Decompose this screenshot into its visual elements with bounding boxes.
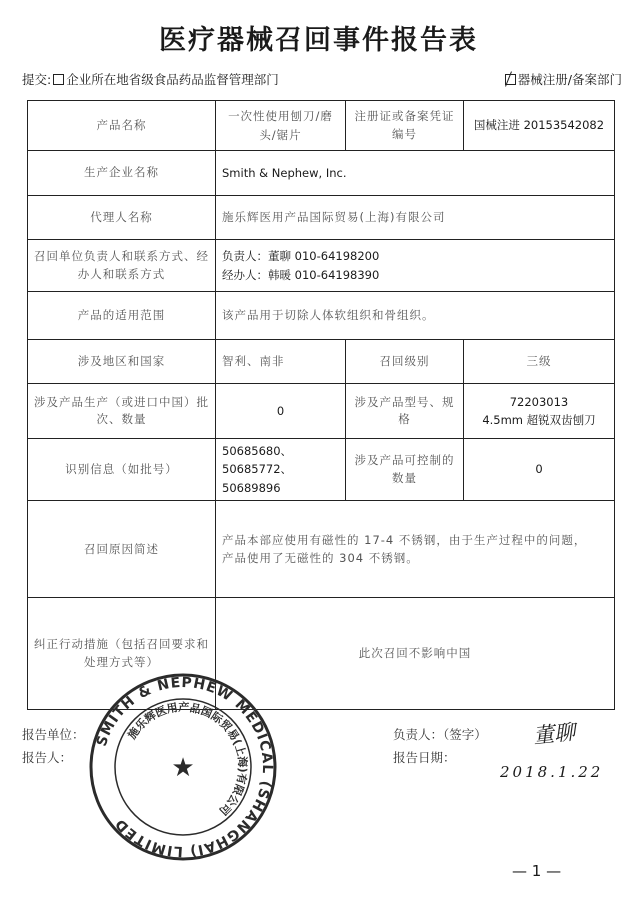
report-date-value: 2018.1.22: [500, 763, 604, 781]
recall-report-table: [27, 100, 615, 710]
company-seal-stamp: [88, 672, 278, 862]
value-product-name: 一次性使用刨刀/磨头/锯片: [216, 101, 346, 151]
responsible-label: 负责人：（签字）: [393, 727, 487, 742]
submit-right: [503, 70, 622, 88]
table-row: [28, 151, 615, 196]
page-title: 医疗器械召回事件报告表: [159, 25, 478, 56]
contact-responsible: 负责人：董聊 010-64198200: [222, 249, 380, 264]
label-reason: 召回原因简述: [28, 501, 216, 598]
value-agent: 施乐辉医用产品国际贸易(上海)有限公司: [216, 196, 615, 240]
value-scope: 该产品用于切除人体软组织和骨组织。: [216, 292, 615, 340]
value-quantity: 0: [216, 384, 346, 439]
table-row: [28, 101, 615, 151]
label-model: 涉及产品型号、规格: [346, 384, 464, 439]
submit-option-registration: 器械注册/备案部门: [517, 72, 622, 87]
table-row: [28, 292, 615, 340]
responsible-signature: 董聊: [531, 719, 577, 749]
label-corrective-action: 纠正行动措施（包括召回要求和处理方式等）: [28, 598, 216, 710]
value-recall-level: 三级: [464, 340, 615, 384]
label-contact: 召回单位负责人和联系方式、经办人和联系方式: [28, 240, 216, 292]
label-recall-level: 召回级别: [346, 340, 464, 384]
value-control-quantity: 0: [464, 439, 615, 501]
contact-handler: 经办人：韩暖 010-64198390: [222, 267, 380, 282]
table-row: [28, 501, 615, 598]
value-model: [464, 384, 615, 439]
batch-line-2: 50689896: [222, 480, 281, 495]
report-unit-label: 报告单位：: [22, 727, 85, 742]
label-quantity: 涉及产品生产（或进口中国）批次、数量: [28, 384, 216, 439]
seal-star-icon: ★: [171, 753, 195, 783]
value-batch: [216, 439, 346, 501]
label-control-quantity: 涉及产品可控制的数量: [346, 439, 464, 501]
checkbox-local-authority: [53, 74, 64, 85]
reason-line-2: 产品使用了无磁性的 304 不锈钢。: [222, 551, 419, 566]
batch-line-1: 50685680、50685772、: [222, 444, 293, 477]
table-row: [28, 196, 615, 240]
label-region: 涉及地区和国家: [28, 340, 216, 384]
seal-outer-text: SMITH & NEPHEW MEDICAL (SHANGHAI) LIMITED: [93, 674, 276, 860]
value-region: 智利、南非: [216, 340, 346, 384]
label-product-name: 产品名称: [28, 101, 216, 151]
value-reason: [216, 501, 615, 598]
table-row: [28, 439, 615, 501]
label-registration-number: 注册证或备案凭证编号: [346, 101, 464, 151]
submit-line: [22, 70, 622, 88]
report-date-label: 报告日期：: [393, 750, 456, 765]
label-batch: 识别信息（如批号）: [28, 439, 216, 501]
value-corrective-action: 此次召回不影响中国: [216, 598, 615, 710]
checkbox-registration-dept-checked: [505, 74, 516, 85]
value-contact: [216, 240, 615, 292]
table-row: [28, 340, 615, 384]
submit-option-local: 企业所在地省级食品药品监督管理部门: [66, 72, 279, 87]
table-row: [28, 384, 615, 439]
reason-line-1: 产品本部应使用有磁性的 17-4 不锈钢，由于生产过程中的问题，: [222, 532, 587, 547]
value-manufacturer: Smith & Nephew, Inc.: [216, 151, 615, 196]
value-registration-number: 国械注进 20153542082: [464, 101, 615, 151]
page-number: — 1 —: [512, 862, 562, 880]
submit-prefix: 提交:: [22, 72, 52, 87]
label-scope: 产品的适用范围: [28, 292, 216, 340]
seal-inner-text: 施乐辉医用产品国际贸易(上海)有限公司: [125, 700, 250, 818]
reporter-label: 报告人：: [22, 750, 73, 765]
model-spec: 4.5mm 超锐双齿刨刀: [482, 413, 596, 427]
label-manufacturer: 生产企业名称: [28, 151, 216, 196]
model-number: 72203013: [509, 394, 569, 409]
table-row: [28, 240, 615, 292]
label-agent: 代理人名称: [28, 196, 216, 240]
